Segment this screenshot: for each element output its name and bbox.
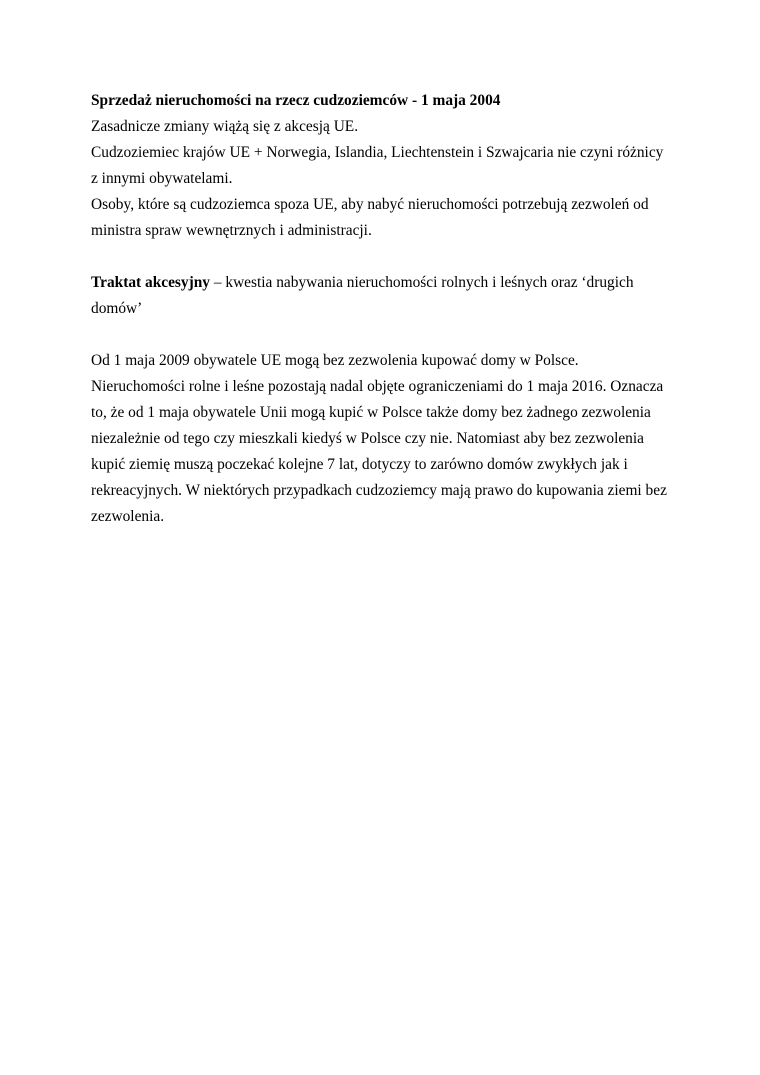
document-page <box>91 88 681 530</box>
paragraph-line: zezwolenia. <box>91 508 165 525</box>
paragraph-line: ministra spraw wewnętrznych i administracji. <box>91 222 372 239</box>
paragraph-line: domów’ <box>91 300 143 317</box>
paragraph-line: z innymi obywatelami. <box>91 170 233 187</box>
paragraph-line: Cudzoziemiec krajów UE + Norwegia, Islandia, Liechtenstein i Szwajcaria nie czyni różnicy <box>91 144 664 161</box>
section-purchase-rules <box>91 348 681 530</box>
paragraph-spacer <box>91 322 681 348</box>
paragraph-line: rekreacyjnych. W niektórych przypadkach cudzoziemcy mają prawo do kupowania ziemi bez <box>91 482 667 499</box>
section-accession-treaty <box>91 270 681 322</box>
paragraph-spacer <box>91 244 681 270</box>
paragraph-line: kupić ziemię muszą poczekać kolejne 7 lat, dotyczy to zarówno domów zwykłych jak i <box>91 456 628 473</box>
paragraph-line <box>91 270 681 296</box>
section-eu-accession <box>91 88 681 244</box>
paragraph-line: to, że od 1 maja obywatele Unii mogą kupić w Polsce także domy bez żadnego zezwolenia <box>91 404 651 421</box>
paragraph-line: Od 1 maja 2009 obywatele UE mogą bez zezwolenia kupować domy w Polsce. <box>91 352 579 369</box>
paragraph-line: Nieruchomości rolne i leśne pozostają nadal objęte ograniczeniami do 1 maja 2016. Oznacza <box>91 378 664 395</box>
paragraph-line: Osoby, które są cudzoziemca spoza UE, aby nabyć nieruchomości potrzebują zezwoleń od <box>91 196 649 213</box>
paragraph-line: Zasadnicze zmiany wiążą się z akcesją UE. <box>91 118 359 135</box>
section-title: Sprzedaż nieruchomości na rzecz cudzoziemców - 1 maja 2004 <box>91 92 501 109</box>
paragraph-line: niezależnie od tego czy mieszkali kiedyś w Polsce czy nie. Natomiast aby bez zezwolenia <box>91 430 644 447</box>
treaty-label: Traktat akcesyjny <box>91 274 210 291</box>
treaty-description: – kwestia nabywania nieruchomości rolnych i leśnych oraz ‘drugich <box>209 274 634 291</box>
